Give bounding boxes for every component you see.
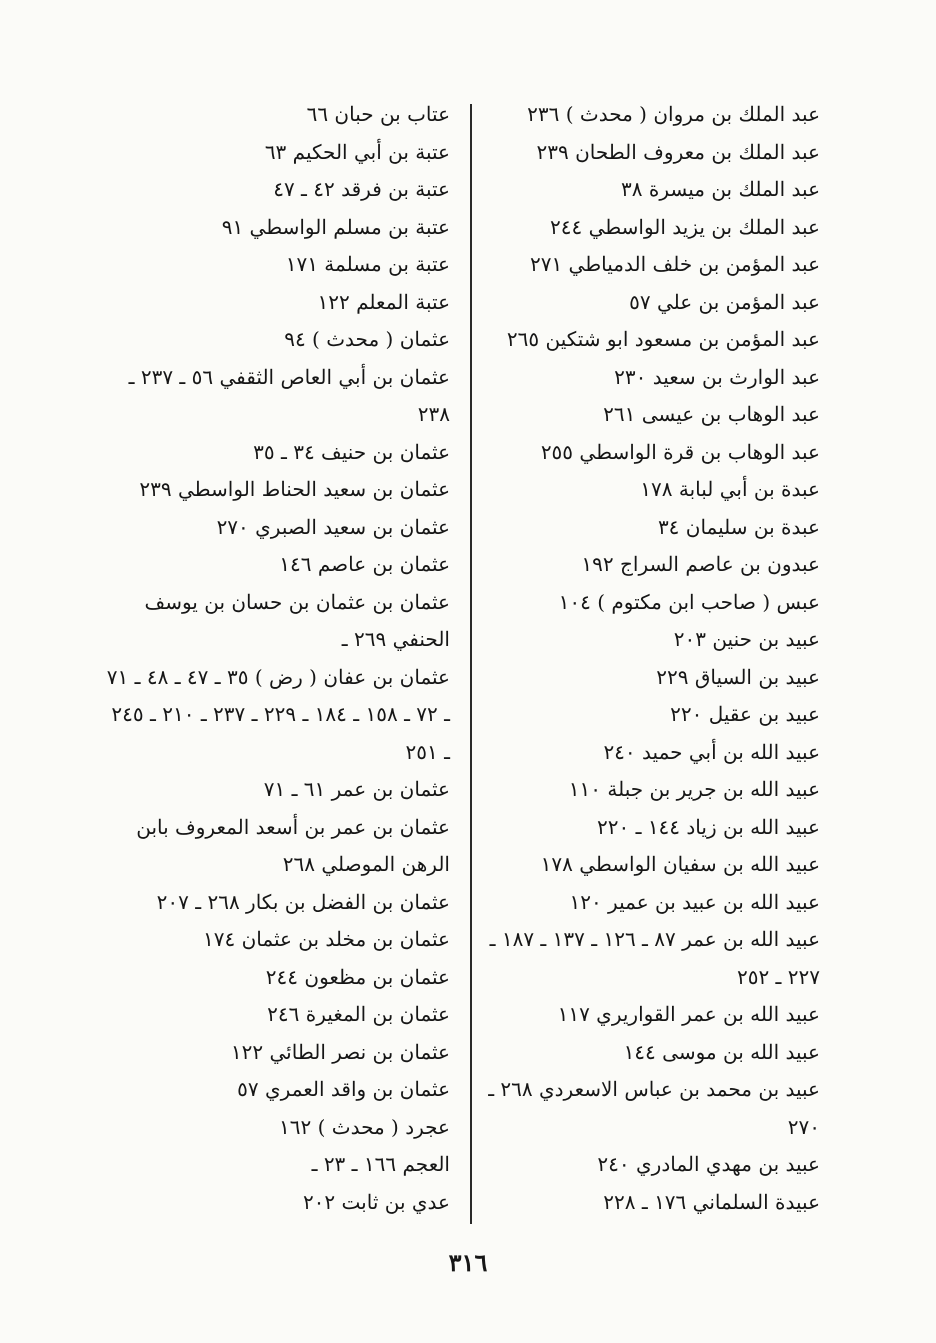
index-entry: عبدون بن عاصم السراج ١٩٢ (581, 552, 820, 576)
column-divider (470, 104, 472, 1224)
index-entry: عثمان بن عثمان بن حسان بن يوسف الحنفي ٢٦٩ ـ (144, 589, 450, 651)
index-entry: عثمان بن مخلد بن عثمان ١٧٤ (203, 927, 450, 951)
index-entry: عبيد الله بن عمر ٨٧ ـ ١٢٦ ـ ١٣٧ ـ ١٨٧ ـ ٢٢٧ ـ ٢٥٢ (489, 927, 820, 989)
index-entry: عثمان بن سعيد الصبري ٢٧٠ (216, 514, 450, 539)
index-entry: عبيد بن مهدي المادري ٢٤٠ (597, 1152, 820, 1176)
index-entry: عبيد بن حنين ٢٠٣ (673, 627, 820, 651)
index-entry: عثمان بن سعيد الحناط الواسطي ٢٣٩ (139, 477, 450, 501)
index-entry: عدي بن ثابت ٢٠٢ (302, 1189, 450, 1214)
index-entry: عبد الملك بن يزيد الواسطي ٢٤٤ (549, 214, 820, 239)
index-entry: عبد المؤمن بن علي ٥٧ (629, 289, 820, 314)
index-entry: عتبة بن مسلم الواسطي ٩١ (221, 214, 450, 239)
index-entry: عبيد بن محمد بن عباس الاسعردي ٢٦٨ ـ ٢٧٠ (488, 1077, 820, 1139)
index-entry: عبيد بن عقيل ٢٢٠ (670, 702, 820, 726)
page-number: ٣١٦ (448, 1248, 488, 1277)
index-entry: عثمان بن عفان ( رض ) ٣٥ ـ ٤٧ ـ ٤٨ ـ ٧١ ـ ٧٢ ـ ١٥٨ ـ ١٨٤ ـ ٢٢٩ ـ ٢٣٧ ـ ٢١٠ ـ ٢٤٥ ـ ٢٥١ (106, 664, 450, 764)
index-entry: عثمان ( محدث ) ٩٤ (284, 327, 450, 351)
index-entry: عبيد الله بن عمر القواريري ١١٧ (557, 1002, 820, 1026)
index-entry: عبيد الله بن جرير بن جبلة ١١٠ (568, 777, 820, 801)
index-entry: عبدة بن سليمان ٣٤ (657, 514, 820, 539)
index-entry: عثمان بن عمر ٦١ ـ ٧١ (263, 777, 450, 801)
index-entry: عثمان بن واقد العمري ٥٧ (237, 1077, 450, 1101)
index-entry: عتبة بن فرقد ٤٢ ـ ٤٧ (273, 177, 450, 201)
index-entry: عبيدة السلماني ١٧٦ ـ ٢٢٨ (603, 1189, 820, 1214)
index-entry: عثمان بن حنيف ٣٤ ـ ٣٥ (253, 439, 450, 464)
index-entry: عبد الملك بن معروف الطحان ٢٣٩ (536, 139, 820, 164)
index-entry: عبد المؤمن بن مسعود ابو شتكين ٢٦٥ (506, 327, 820, 351)
index-entry: عبد الوهاب بن قرة الواسطي ٢٥٥ (540, 439, 820, 464)
index-entry: عبد الملك بن ميسرة ٣٨ (621, 177, 820, 201)
index-entry: عتاب بن حبان ٦٦ (306, 102, 450, 126)
index-entry: عثمان بن أبي العاص الثقفي ٥٦ ـ ٢٣٧ ـ ٢٣٨ (128, 364, 450, 426)
index-entry: عبيد بن السياق ٢٢٩ (656, 664, 820, 689)
index-entry: عثمان بن مظعون ٢٤٤ (265, 964, 450, 989)
index-column-right (480, 96, 820, 1221)
index-entry: عتبة بن مسلمة ١٧١ (285, 252, 450, 276)
index-entry: عثمان بن نصر الطائي ١٢٢ (230, 1039, 450, 1064)
index-column-left (105, 96, 450, 1221)
index-entry: عثمان بن الفضل بن بكار ٢٦٨ ـ ٢٠٧ (156, 889, 450, 914)
index-entry: عبد المؤمن بن خلف الدمياطي ٢٧١ (529, 252, 820, 276)
index-entry: عتبة المعلم ١٢٢ (317, 289, 450, 314)
index-entry: عبيد الله بن موسى ١٤٤ (623, 1039, 820, 1064)
index-entry: عجرد ( محدث ) ١٦٢ (278, 1114, 450, 1139)
index-entry: عبيد الله بن سفيان الواسطي ١٧٨ (540, 852, 820, 876)
index-entry: عثمان بن عاصم ١٤٦ (279, 552, 450, 576)
index-entry: عبدة بن أبي لبابة ١٧٨ (640, 477, 820, 501)
index-entry: عبيد الله بن أبي حميد ٢٤٠ (603, 739, 820, 764)
index-entry: عثمان بن عمر بن أسعد المعروف بابن الرهن الموصلي ٢٦٨ (136, 814, 450, 876)
index-entry: عبس ( صاحب ابن مكتوم ) ١٠٤ (558, 589, 820, 614)
index-entry: عبد الوهاب بن عيسى ٢٦١ (603, 402, 820, 426)
index-entry: عبيد الله بن زياد ١٤٤ ـ ٢٢٠ (597, 814, 820, 839)
index-entry: عبد الملك بن مروان ( محدث ) ٢٣٦ (527, 102, 820, 126)
index-entry: عبد الوارث بن سعيد ٢٣٠ (614, 364, 820, 389)
index-entry: عبيد الله بن عبيد بن عمير ١٢٠ (569, 889, 820, 914)
index-entry: العجم ١٦٦ ـ ٢٣ ـ (311, 1152, 450, 1176)
index-entry: عتبة بن أبي الحكيم ٦٣ (264, 139, 450, 164)
index-entry: عثمان بن المغيرة ٢٤٦ (267, 1002, 450, 1026)
